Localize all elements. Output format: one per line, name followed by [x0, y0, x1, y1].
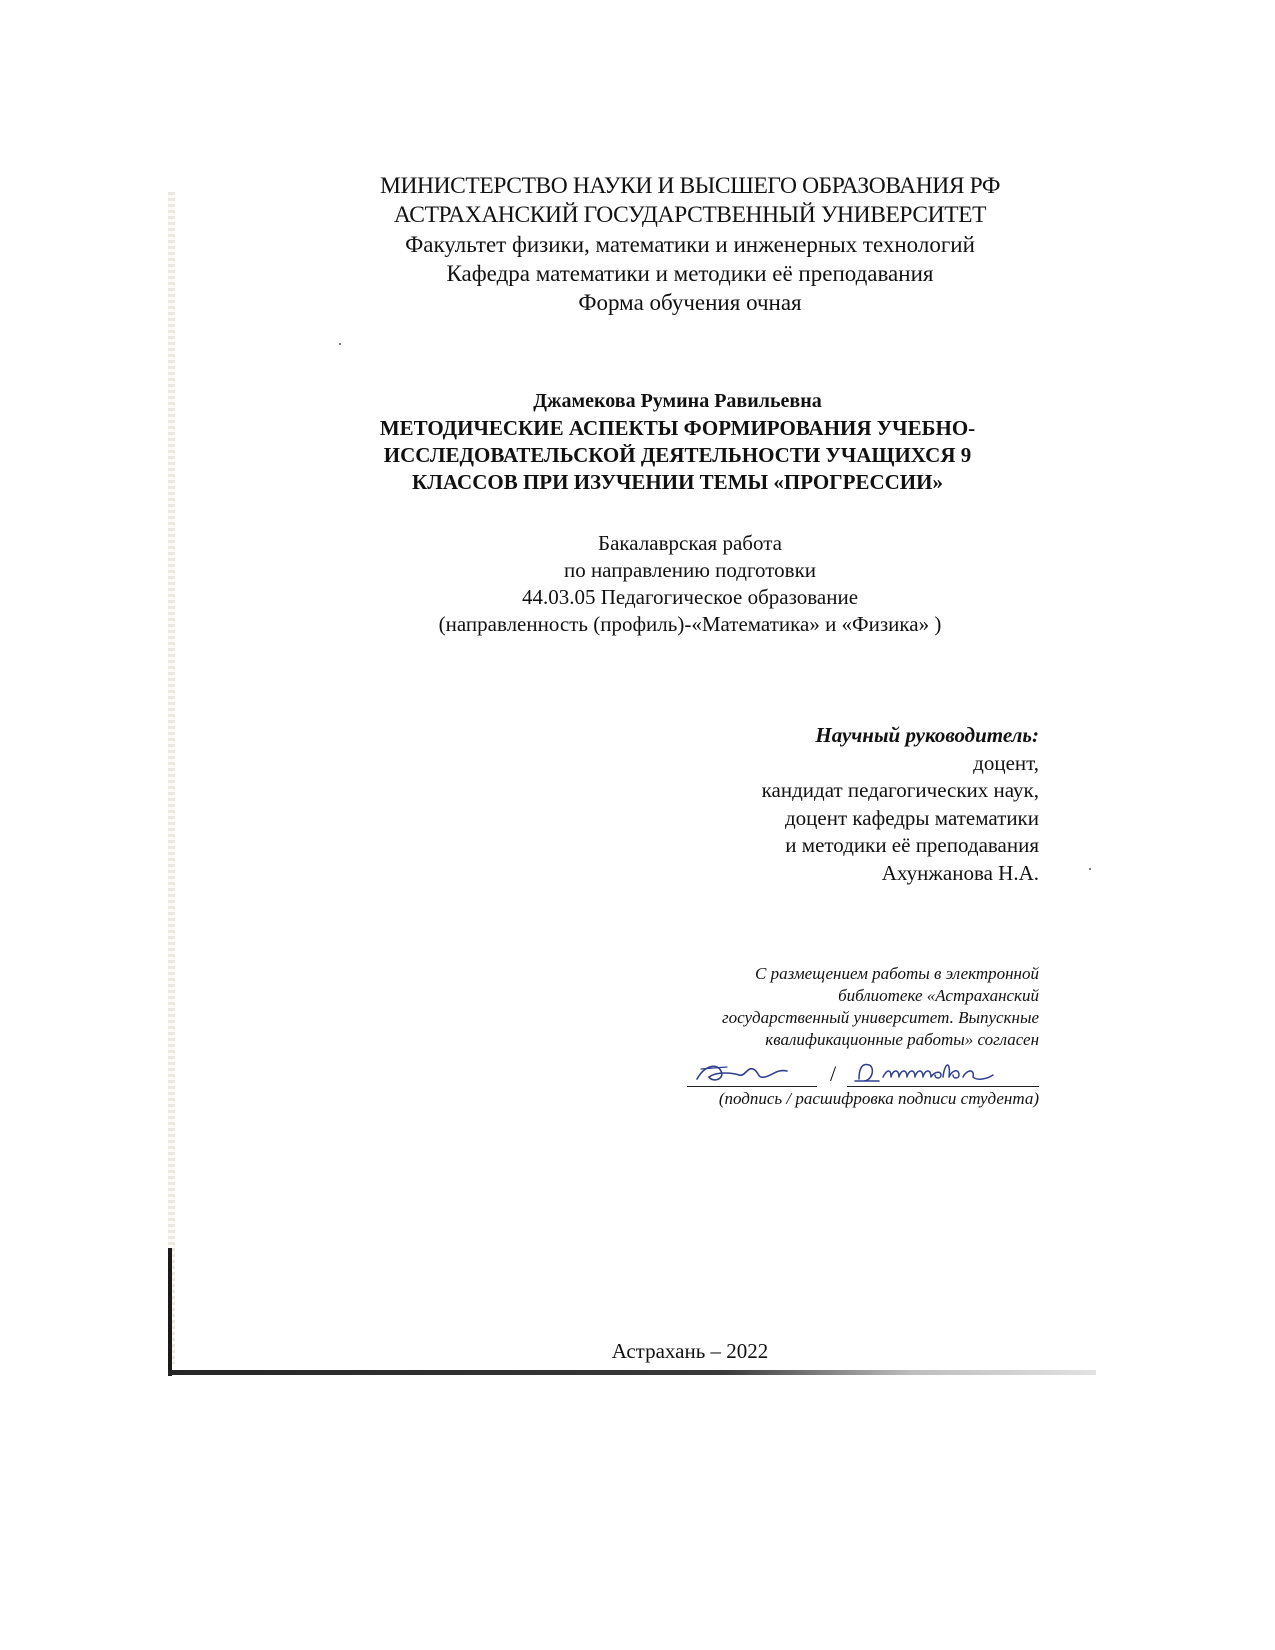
consent-line: С размещением работы в электронной — [755, 964, 1039, 983]
consent-line: государственный университет. Выпускные — [722, 1008, 1039, 1027]
scan-speck — [339, 343, 341, 345]
signature-caption: (подпись / расшифровка подписи студента) — [718, 1089, 1039, 1108]
study-form: Форма обучения очная — [578, 290, 802, 315]
scan-speck — [1089, 868, 1091, 870]
department-name: Кафедра математики и методики её преподавания — [446, 261, 934, 286]
supervisor-name: Ахунжанова Н.А. — [881, 860, 1039, 885]
paper-edge-shadow — [168, 1248, 172, 1376]
university-name: АСТРАХАНСКИЙ ГОСУДАРСТВЕННЫЙ УНИВЕРСИТЕТ — [393, 202, 987, 228]
title-section — [320, 388, 1035, 496]
handwritten-signature-icon — [687, 1057, 1039, 1087]
work-type: Бакалаврская работа — [598, 531, 782, 555]
signature-row — [687, 1057, 1039, 1087]
thesis-title-line: КЛАССОВ ПРИ ИЗУЧЕНИИ ТЕМЫ «ПРОГРЕССИИ» — [412, 470, 943, 494]
work-direction-code: 44.03.05 Педагогическое образование — [521, 585, 859, 609]
thesis-title-line: ИССЛЕДОВАТЕЛЬСКОЙ ДЕЯТЕЛЬНОСТИ УЧАЩИХСЯ 9 — [383, 443, 972, 467]
paper-edge-bottom — [168, 1370, 1096, 1375]
consent-statement — [519, 963, 1039, 1051]
work-profile: (направленность (профиль)-«Математика» и «Физика» ) — [438, 612, 942, 636]
author-name: Джамекова Румина Равильевна — [533, 390, 822, 412]
paper-edge-left — [168, 192, 175, 1364]
ministry-name: МИНИСТЕРСТВО НАУКИ И ВЫСШЕГО ОБРАЗОВАНИЯ РФ — [379, 173, 1001, 199]
work-type-section — [340, 530, 1040, 638]
supervisor-section — [539, 722, 1039, 887]
consent-line: библиотеке «Астраханский — [838, 986, 1039, 1005]
thesis-title-line: МЕТОДИЧЕСКИЕ АСПЕКТЫ ФОРМИРОВАНИЯ УЧЕБНО- — [379, 416, 976, 440]
work-direction-label: по направлению подготовки — [563, 558, 817, 582]
supervisor-detail: доцент, — [973, 750, 1039, 775]
city-year: Астрахань – 2022 — [611, 1339, 769, 1363]
supervisor-heading: Научный руководитель: — [815, 723, 1039, 747]
faculty-name: Факультет физики, математики и инженерных технологий — [405, 232, 975, 257]
document-header — [340, 172, 1040, 317]
consent-line: квалификационные работы» согласен — [765, 1030, 1039, 1049]
supervisor-detail: и методики её преподавания — [785, 833, 1039, 857]
signature-separator: / — [830, 1061, 837, 1086]
supervisor-detail: доцент кафедры математики — [784, 805, 1039, 830]
supervisor-detail: кандидат педагогических наук, — [761, 778, 1039, 802]
